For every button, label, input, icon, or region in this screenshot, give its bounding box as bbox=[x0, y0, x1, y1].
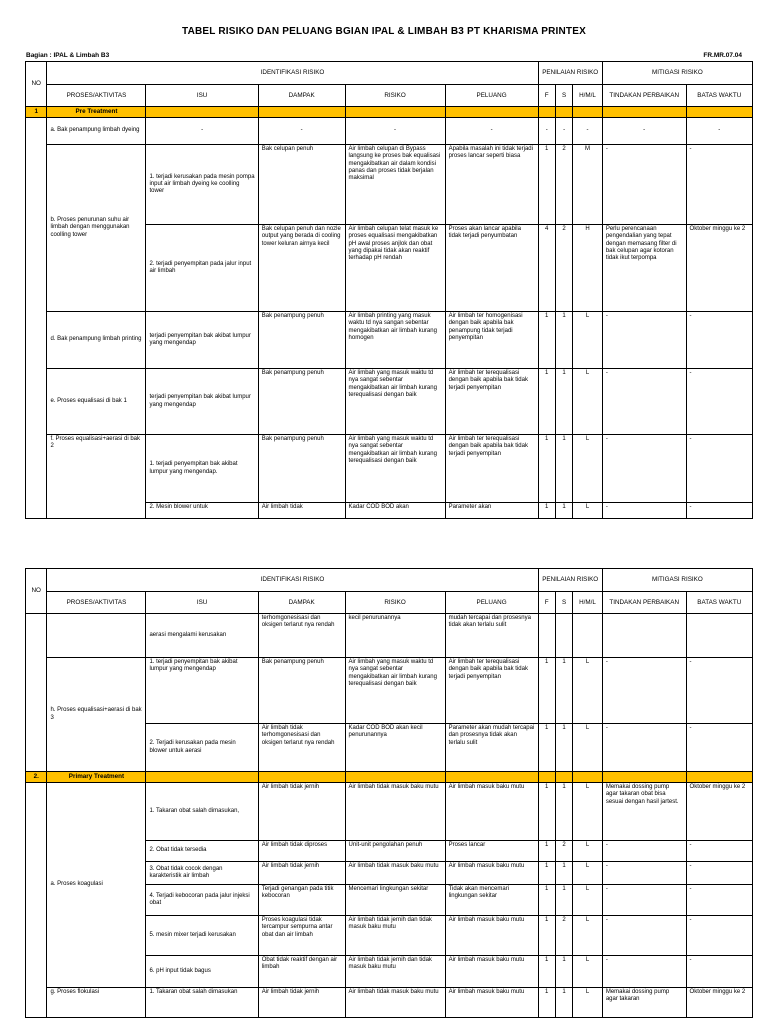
no-cell bbox=[26, 783, 47, 1018]
risiko-cell: Unit-unit pengolahan penuh bbox=[345, 841, 445, 862]
department-label: Bagian : IPAL & Limbah B3 bbox=[26, 52, 110, 59]
f-cell: 1 bbox=[538, 503, 555, 519]
header-peluang: PELUANG bbox=[445, 592, 538, 614]
f-cell bbox=[538, 614, 555, 658]
dampak-cell: Terjadi genangan pada titik kebocoran bbox=[258, 885, 345, 916]
peluang-cell: - bbox=[445, 118, 538, 145]
s-cell: - bbox=[555, 118, 572, 145]
dampak-cell: Bak penampung penuh bbox=[258, 435, 345, 503]
f-cell: 1 bbox=[538, 885, 555, 916]
s-cell: 1 bbox=[555, 988, 572, 1018]
header-row-2 bbox=[26, 592, 753, 614]
peluang-cell: Air limbah ter terequalisasi dengan baik apabila bak tidak terjadi penyempitan bbox=[445, 435, 538, 503]
dampak-cell: Air limbah tidak diproses bbox=[258, 841, 345, 862]
risiko-cell: - bbox=[345, 118, 445, 145]
s-cell: 1 bbox=[555, 724, 572, 772]
header-hml: H/M/L bbox=[573, 592, 603, 614]
table-row bbox=[26, 369, 753, 435]
risiko-cell: Air limbah yang masuk waktu td nya sangat sebentar mengakibatkan air limbah kurang terequalisasi dengan baik bbox=[345, 658, 445, 724]
tindakan-cell: - bbox=[602, 312, 686, 369]
header-isu: ISU bbox=[146, 592, 258, 614]
batas-cell: Oktober minggu ke 2 bbox=[686, 988, 752, 1018]
dampak-cell: Bak penampung penuh bbox=[258, 369, 345, 435]
isu-cell: - bbox=[146, 118, 258, 145]
batas-cell: - bbox=[686, 369, 752, 435]
batas-cell: - bbox=[686, 658, 752, 724]
header-identifikasi: IDENTIFIKASI RISIKO bbox=[47, 62, 538, 85]
hml-cell: L bbox=[573, 841, 603, 862]
tindakan-cell: - bbox=[602, 118, 686, 145]
risiko-cell: Air limbah tidak masuk baku mutu bbox=[345, 862, 445, 885]
peluang-cell: Air limbah masuk baku mutu bbox=[445, 783, 538, 841]
dampak-cell: Bak penampung penuh bbox=[258, 312, 345, 369]
isu-cell: 2. terjadi penyempitan pada jalur input air limbah bbox=[146, 225, 258, 312]
isu-cell: 1. terjadi penyempitan bak akibat lumpur yang mengendap. bbox=[146, 435, 258, 503]
document-title: TABEL RISIKO DAN PELUANG BGIAN IPAL & LIMBAH B3 PT KHARISMA PRINTEX bbox=[182, 26, 586, 37]
batas-cell: - bbox=[686, 435, 752, 503]
dampak-cell: Air limbah tidak jernih bbox=[258, 988, 345, 1018]
tindakan-cell: - bbox=[602, 724, 686, 772]
batas-cell: - bbox=[686, 503, 752, 519]
batas-cell: Oktober minggu ke 2 bbox=[686, 783, 752, 841]
batas-cell: - bbox=[686, 956, 752, 988]
s-cell: 1 bbox=[555, 956, 572, 988]
proses-cell: b. Proses penurunan suhu air limbah dengan menggunakan coolling tower bbox=[47, 145, 146, 312]
f-cell: - bbox=[538, 118, 555, 145]
hml-cell: L bbox=[573, 783, 603, 841]
hml-cell: L bbox=[573, 724, 603, 772]
header-isu: ISU bbox=[146, 85, 258, 107]
proses-cell: h. Proses equalisasi+aerasi di bak 3 bbox=[47, 658, 146, 772]
hml-cell: L bbox=[573, 862, 603, 885]
table-row bbox=[26, 312, 753, 369]
f-cell: 1 bbox=[538, 841, 555, 862]
isu-cell: 2. Obat tidak tersedia bbox=[146, 841, 258, 862]
s-cell: 1 bbox=[555, 435, 572, 503]
tindakan-cell: - bbox=[602, 916, 686, 956]
proses-cell: a. Proses koagulasi bbox=[47, 783, 146, 988]
header-hml: H/M/L bbox=[573, 85, 603, 107]
peluang-cell: Air limbah ter terequalisasi dengan baik apabila bak tidak terjadi penyempitan bbox=[445, 658, 538, 724]
no-cell bbox=[26, 614, 47, 772]
header-batas: BATAS WAKTU bbox=[686, 85, 752, 107]
section-row-primary-treatment bbox=[26, 772, 753, 783]
peluang-cell: Air limbah masuk baku mutu bbox=[445, 988, 538, 1018]
batas-cell: - bbox=[686, 145, 752, 225]
header-no: NO bbox=[26, 62, 47, 107]
tindakan-cell: - bbox=[602, 369, 686, 435]
hml-cell: M bbox=[573, 145, 603, 225]
risiko-cell: Air limbah yang masuk waktu td nya sangat sebentar mengakibatkan air limbah kurang terequalisasi dengan baik bbox=[345, 369, 445, 435]
isu-cell: 1. terjadi kerusakan pada mesin pompa input air limbah dyeing ke coolling tower bbox=[146, 145, 258, 225]
hml-cell: L bbox=[573, 503, 603, 519]
hml-cell: L bbox=[573, 369, 603, 435]
tindakan-cell: - bbox=[602, 658, 686, 724]
dampak-cell: Air limbah tidak jernih bbox=[258, 783, 345, 841]
isu-cell: 4. Terjadi kebocoran pada jalur injeksi obat bbox=[146, 885, 258, 916]
s-cell: 2 bbox=[555, 916, 572, 956]
no-cell bbox=[26, 118, 47, 519]
f-cell: 1 bbox=[538, 145, 555, 225]
risk-table-page-2 bbox=[25, 568, 753, 1018]
header-f: F bbox=[538, 592, 555, 614]
dampak-cell: Bak celupan penuh bbox=[258, 145, 345, 225]
batas-cell: - bbox=[686, 118, 752, 145]
header-proses: PROSES/AKTIVITAS bbox=[47, 85, 146, 107]
f-cell: 1 bbox=[538, 916, 555, 956]
isu-cell: 3. Obat tidak cocok dengan karakteristik air limbah bbox=[146, 862, 258, 885]
f-cell: 4 bbox=[538, 225, 555, 312]
header-penilaian: PENILAIAN RISIKO bbox=[538, 62, 602, 85]
tindakan-cell: Perlu perencanaan pengendalian yang tepat dengan memasang filter di bak celupan agar kotoran tidak ikut terpompa bbox=[602, 225, 686, 312]
batas-cell: - bbox=[686, 862, 752, 885]
hml-cell: L bbox=[573, 956, 603, 988]
f-cell: 1 bbox=[538, 312, 555, 369]
dampak-cell: - bbox=[258, 118, 345, 145]
header-mitigasi: MITIGASI RISIKO bbox=[602, 569, 752, 592]
tindakan-cell: - bbox=[602, 841, 686, 862]
s-cell: 1 bbox=[555, 783, 572, 841]
section-row-pre-treatment bbox=[26, 107, 753, 118]
isu-cell: 1. terjadi penyempitan bak akibat lumpur yang mengendap bbox=[146, 658, 258, 724]
isu-cell: 1. Takaran obat salah dimasukan, bbox=[146, 783, 258, 841]
hml-cell: - bbox=[573, 118, 603, 145]
header-s: S bbox=[555, 592, 572, 614]
header-row-1 bbox=[26, 62, 753, 85]
dampak-cell: Air limbah tidak bbox=[258, 503, 345, 519]
batas-cell: - bbox=[686, 312, 752, 369]
form-code: FR.MR.07.04 bbox=[703, 52, 742, 59]
tindakan-cell: - bbox=[602, 862, 686, 885]
s-cell: 1 bbox=[555, 885, 572, 916]
s-cell: 1 bbox=[555, 369, 572, 435]
isu-cell: 2. Terjadi kerusakan pada mesin blower untuk aerasi bbox=[146, 724, 258, 772]
f-cell: 1 bbox=[538, 862, 555, 885]
isu-cell: 1. Takaran obat salah dimasukan bbox=[146, 988, 258, 1018]
hml-cell: L bbox=[573, 916, 603, 956]
risiko-cell: Air limbah celupan telat masuk ke proses equalisasi mengakibatkan pH awal proses anjlok dan obat yang dipakai tidak akan reaktif terhadap pH rendah bbox=[345, 225, 445, 312]
hml-cell: L bbox=[573, 988, 603, 1018]
proses-cell: a. Bak penampung limbah dyeing bbox=[47, 118, 146, 145]
hml-cell: L bbox=[573, 658, 603, 724]
proses-cell: e. Proses equalisasi di bak 1 bbox=[47, 369, 146, 435]
isu-cell: 5. mesin mixer terjadi kerusakan bbox=[146, 916, 258, 956]
isu-cell: 2. Mesin blower untuk bbox=[146, 503, 258, 519]
isu-cell: 6. pH input tidak bagus bbox=[146, 956, 258, 988]
risiko-cell: Air limbah tidak masuk baku mutu bbox=[345, 783, 445, 841]
tindakan-cell: - bbox=[602, 956, 686, 988]
peluang-cell: Parameter akan mudah tercapai dan prosesnya tidak akan terlalu sulit bbox=[445, 724, 538, 772]
header-row-2 bbox=[26, 85, 753, 107]
table-row bbox=[26, 145, 753, 225]
peluang-cell: Proses lancar bbox=[445, 841, 538, 862]
header-batas: BATAS WAKTU bbox=[686, 592, 752, 614]
f-cell: 1 bbox=[538, 435, 555, 503]
proses-cell: g. Proses flokulasi bbox=[47, 988, 146, 1018]
f-cell: 1 bbox=[538, 724, 555, 772]
proses-cell: d. Bak penampung limbah printing bbox=[47, 312, 146, 369]
batas-cell: - bbox=[686, 724, 752, 772]
header-risiko: RISIKO bbox=[345, 85, 445, 107]
dampak-cell: Bak penampung penuh bbox=[258, 658, 345, 724]
header-tindakan: TINDAKAN PERBAIKAN bbox=[602, 592, 686, 614]
s-cell: 2 bbox=[555, 841, 572, 862]
risiko-cell: Air limbah yang masuk waktu td nya sangat sebentar mengakibatkan air limbah kurang terequalisasi dengan baik bbox=[345, 435, 445, 503]
header-penilaian: PENILAIAN RISIKO bbox=[538, 569, 602, 592]
isu-cell: terjadi penyempitan bak akibat lumpur yang mengendap bbox=[146, 312, 258, 369]
tindakan-cell: - bbox=[602, 885, 686, 916]
hml-cell: L bbox=[573, 312, 603, 369]
proses-cell: f. Proses equalisasi+aerasi di bak 2 bbox=[47, 435, 146, 519]
dampak-cell: Proses koagulasi tidak tercampur sempurna antar obat dan air limbah bbox=[258, 916, 345, 956]
section-title: Pre Treatment bbox=[47, 107, 146, 118]
risiko-cell: Mencemari lingkungan sekitar bbox=[345, 885, 445, 916]
section-title: Primary Treatment bbox=[47, 772, 146, 783]
header-identifikasi: IDENTIFIKASI RISIKO bbox=[47, 569, 538, 592]
header-no: NO bbox=[26, 569, 47, 614]
tindakan-cell: - bbox=[602, 145, 686, 225]
s-cell: 2 bbox=[555, 225, 572, 312]
f-cell: 1 bbox=[538, 988, 555, 1018]
s-cell: 1 bbox=[555, 503, 572, 519]
s-cell: 1 bbox=[555, 658, 572, 724]
header-tindakan: TINDAKAN PERBAIKAN bbox=[602, 85, 686, 107]
isu-cell: terjadi penyempitan bak akibat lumpur yang mengendap bbox=[146, 369, 258, 435]
section-no: 2. bbox=[26, 772, 47, 783]
dampak-cell: Obat tidak reaktif dengan air limbah bbox=[258, 956, 345, 988]
hml-cell: L bbox=[573, 435, 603, 503]
batas-cell: - bbox=[686, 885, 752, 916]
batas-cell: - bbox=[686, 916, 752, 956]
peluang-cell: Air limbah ter homogenisasi dengan baik apabila bak penampung tidak terjadi penyempitan bbox=[445, 312, 538, 369]
hml-cell: L bbox=[573, 885, 603, 916]
table-row bbox=[26, 614, 753, 658]
s-cell: 1 bbox=[555, 862, 572, 885]
f-cell: 1 bbox=[538, 783, 555, 841]
header-risiko: RISIKO bbox=[345, 592, 445, 614]
header-mitigasi: MITIGASI RISIKO bbox=[602, 62, 752, 85]
table-row bbox=[26, 658, 753, 724]
risiko-cell: Air limbah tidak masuk baku mutu bbox=[345, 988, 445, 1018]
dampak-cell: terhomgonesisasi dan oksigen terlarut nya rendah bbox=[258, 614, 345, 658]
peluang-cell: Proses akan lancar apabila tidak terjadi penyumbatan bbox=[445, 225, 538, 312]
batas-cell: - bbox=[686, 841, 752, 862]
table-row bbox=[26, 988, 753, 1018]
peluang-cell: Apabila masalah ini tidak terjadi proses lancar seperti biasa bbox=[445, 145, 538, 225]
header-peluang: PELUANG bbox=[445, 85, 538, 107]
risiko-cell: Air limbah celupan di Bypass langsung ke proses bak equalisasi mengakibatkan air dalam kondisi panas dan proses tidak berjalan maksimal bbox=[345, 145, 445, 225]
header-proses: PROSES/AKTIVITAS bbox=[47, 592, 146, 614]
peluang-cell: Air limbah masuk baku mutu bbox=[445, 956, 538, 988]
dampak-cell: Air limbah tidak jernih bbox=[258, 862, 345, 885]
header-row-1 bbox=[26, 569, 753, 592]
peluang-cell: mudah tercapai dan prosesnya tidak akan terlalu sulit bbox=[445, 614, 538, 658]
s-cell bbox=[555, 614, 572, 658]
risk-table-page-1 bbox=[25, 61, 753, 519]
section-no: 1 bbox=[26, 107, 47, 118]
table-row bbox=[26, 435, 753, 503]
dampak-cell: Bak celupan penuh dan nozle output yang berada di cooling tower keluran airnya kecil bbox=[258, 225, 345, 312]
peluang-cell: Air limbah masuk baku mutu bbox=[445, 862, 538, 885]
proses-cell bbox=[47, 614, 146, 658]
batas-cell: Oktober minggu ke 2 bbox=[686, 225, 752, 312]
tindakan-cell: - bbox=[602, 435, 686, 503]
dampak-cell: Air limbah tidak terhomgonesisasi dan oksigen terlarut nya rendah bbox=[258, 724, 345, 772]
risiko-cell: kecil penurunannya bbox=[345, 614, 445, 658]
s-cell: 1 bbox=[555, 312, 572, 369]
risiko-cell: Kadar COD BOD akan bbox=[345, 503, 445, 519]
header-dampak: DAMPAK bbox=[258, 85, 345, 107]
tindakan-cell: - bbox=[602, 503, 686, 519]
table-row bbox=[26, 783, 753, 841]
tindakan-cell: Memakai dossing pump agar takaran bbox=[602, 988, 686, 1018]
peluang-cell: Air limbah ter terequalisasi dengan baik apabila bak tidak terjadi penyempitan bbox=[445, 369, 538, 435]
peluang-cell: Parameter akan bbox=[445, 503, 538, 519]
table-row bbox=[26, 118, 753, 145]
risiko-cell: Kadar COD BOD akan kecil penurunannya bbox=[345, 724, 445, 772]
risiko-cell: Air limbah printing yang masuk waktu td nya sangan sebentar mengakibatkan air limbah kurang homogen bbox=[345, 312, 445, 369]
header-s: S bbox=[555, 85, 572, 107]
f-cell: 1 bbox=[538, 369, 555, 435]
header-f: F bbox=[538, 85, 555, 107]
tindakan-cell: Memakai dossing pump agar takaran obat bisa sesuai dengan hasil jartest. bbox=[602, 783, 686, 841]
risiko-cell: Air limbah tidak jernih dan tidak masuk baku mutu bbox=[345, 916, 445, 956]
s-cell: 2 bbox=[555, 145, 572, 225]
risiko-cell: Air limbah tidak jernih dan tidak masuk baku mutu bbox=[345, 956, 445, 988]
peluang-cell: Air limbah masuk baku mutu bbox=[445, 916, 538, 956]
header-dampak: DAMPAK bbox=[258, 592, 345, 614]
f-cell: 1 bbox=[538, 956, 555, 988]
hml-cell bbox=[573, 614, 603, 658]
isu-cell: aerasi mengalami kerusakan bbox=[146, 614, 258, 658]
tindakan-cell bbox=[602, 614, 686, 658]
peluang-cell: Tidak akan mencemari lingkungan sekitar bbox=[445, 885, 538, 916]
f-cell: 1 bbox=[538, 658, 555, 724]
batas-cell bbox=[686, 614, 752, 658]
hml-cell: H bbox=[573, 225, 603, 312]
